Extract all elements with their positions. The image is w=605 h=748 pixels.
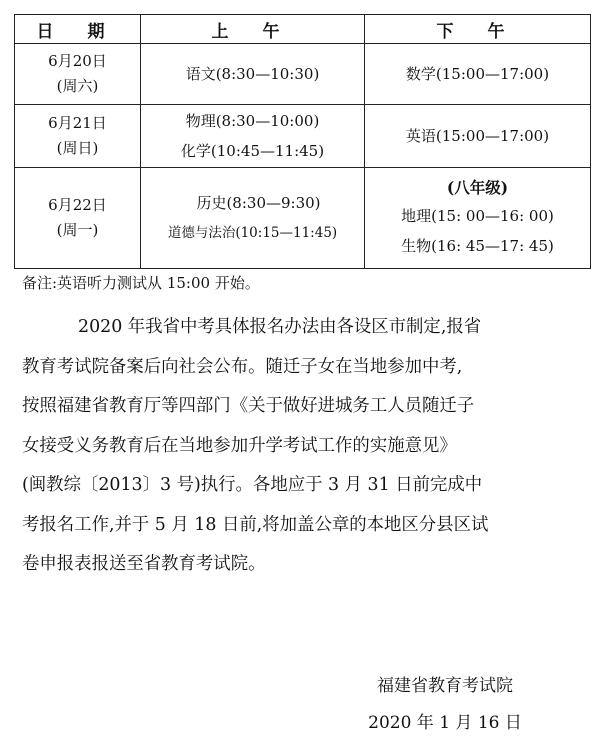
paragraph-line: (闽教综〔2013〕3 号)执行。各地应于 3 月 31 日前完成中	[22, 475, 483, 495]
paragraph-line: 考报名工作,并于 5 月 18 日前,将加盖公章的本地区分县区试	[22, 514, 489, 535]
subject-time: 化学(10:45—11:45)	[180, 142, 325, 160]
subject-time: 生物(16: 45—17: 45)	[401, 237, 554, 255]
subject-time: 道德与法治(10:15—11:45)	[167, 225, 338, 241]
subject-time: 数学(15:00—17:00)	[405, 65, 550, 83]
table-header-row	[15, 15, 591, 44]
subject-time: 物理(8:30—10:00)	[185, 112, 320, 130]
header-morning: 上 午	[141, 15, 365, 44]
morning-cell	[141, 105, 365, 168]
paragraph-line: 教育考试院备案后向社会公布。随迁子女在当地参加中考,	[22, 356, 463, 377]
table-row	[15, 168, 591, 269]
subject-time: 地理(15: 00—16: 00)	[401, 207, 554, 225]
date-text: 6月21日	[48, 114, 107, 132]
morning-cell	[141, 44, 365, 105]
date-cell	[15, 168, 141, 269]
afternoon-cell	[365, 105, 591, 168]
issuing-organization: 福建省教育考试院	[377, 676, 513, 696]
paragraph-line: 女接受义务教育后在当地参加升学考试工作的实施意见》	[22, 435, 457, 456]
weekday-text: (周日)	[56, 139, 99, 157]
body-paragraph	[22, 308, 578, 585]
subject-time: 语文(8:30—10:30)	[185, 65, 320, 83]
header-date: 日 期	[15, 15, 141, 44]
date-text: 6月22日	[48, 196, 107, 214]
weekday-text: (周一)	[56, 221, 99, 239]
signature-block	[350, 668, 540, 742]
paragraph-line: 卷申报表报送至省教育考试院。	[22, 554, 266, 574]
issue-date: 2020 年 1 月 16 日	[368, 713, 522, 733]
exam-schedule-table	[14, 14, 591, 269]
table-row	[15, 105, 591, 168]
grade-label: (八年级)	[446, 178, 509, 197]
paragraph-line: 2020 年我省中考具体报名办法由各设区市制定,报省	[78, 317, 482, 337]
paragraph-line: 按照福建省教育厅等四部门《关于做好进城务工人员随迁子	[22, 396, 475, 416]
table-row	[15, 44, 591, 105]
table-note: 备注:英语听力测试从 15:00 开始。	[22, 274, 260, 292]
weekday-text: (周六)	[56, 77, 99, 95]
date-cell	[15, 44, 141, 105]
morning-cell	[141, 168, 365, 269]
subject-time: 英语(15:00—17:00)	[405, 127, 550, 145]
afternoon-cell	[365, 168, 591, 269]
subject-time: 历史(8:30—9:30)	[196, 194, 321, 212]
date-cell	[15, 105, 141, 168]
header-afternoon: 下 午	[365, 15, 591, 44]
afternoon-cell	[365, 44, 591, 105]
date-text: 6月20日	[48, 52, 107, 70]
